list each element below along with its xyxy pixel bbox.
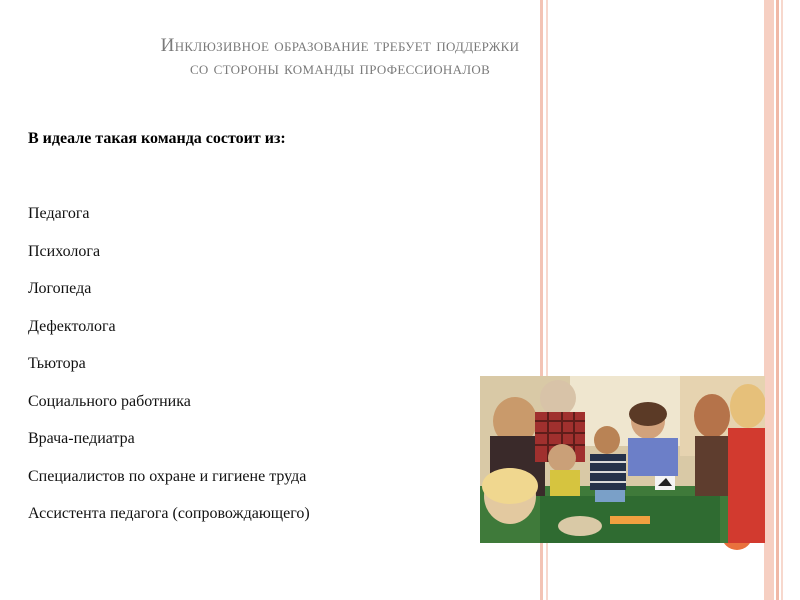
title-line-2: со стороны команды профессионалов: [189, 58, 491, 79]
list-item: Ассистента педагога (сопровождающего): [28, 505, 310, 522]
list-item: Логопеда: [28, 280, 92, 297]
list-item: Специалистов по охране и гигиене труда: [28, 467, 307, 485]
decorative-stripe: [764, 0, 774, 600]
lead-text: В идеале такая команда состоит из:: [28, 130, 286, 147]
list-item: Тьютора: [28, 355, 86, 372]
list-item: Врача-педиатра: [28, 430, 135, 447]
professionals-list: [28, 204, 310, 542]
decorative-stripe: [776, 0, 779, 600]
list-item: Психолога: [28, 242, 101, 260]
title-line-1: Инклюзивное образование требует поддержки: [160, 35, 520, 56]
slide-title: [30, 34, 650, 80]
list-item: Социального работника: [28, 392, 191, 410]
classroom-photo: [480, 376, 765, 543]
decorative-stripe: [781, 0, 783, 600]
list-item: Педагога: [28, 205, 90, 222]
list-item: Дефектолога: [28, 317, 116, 335]
